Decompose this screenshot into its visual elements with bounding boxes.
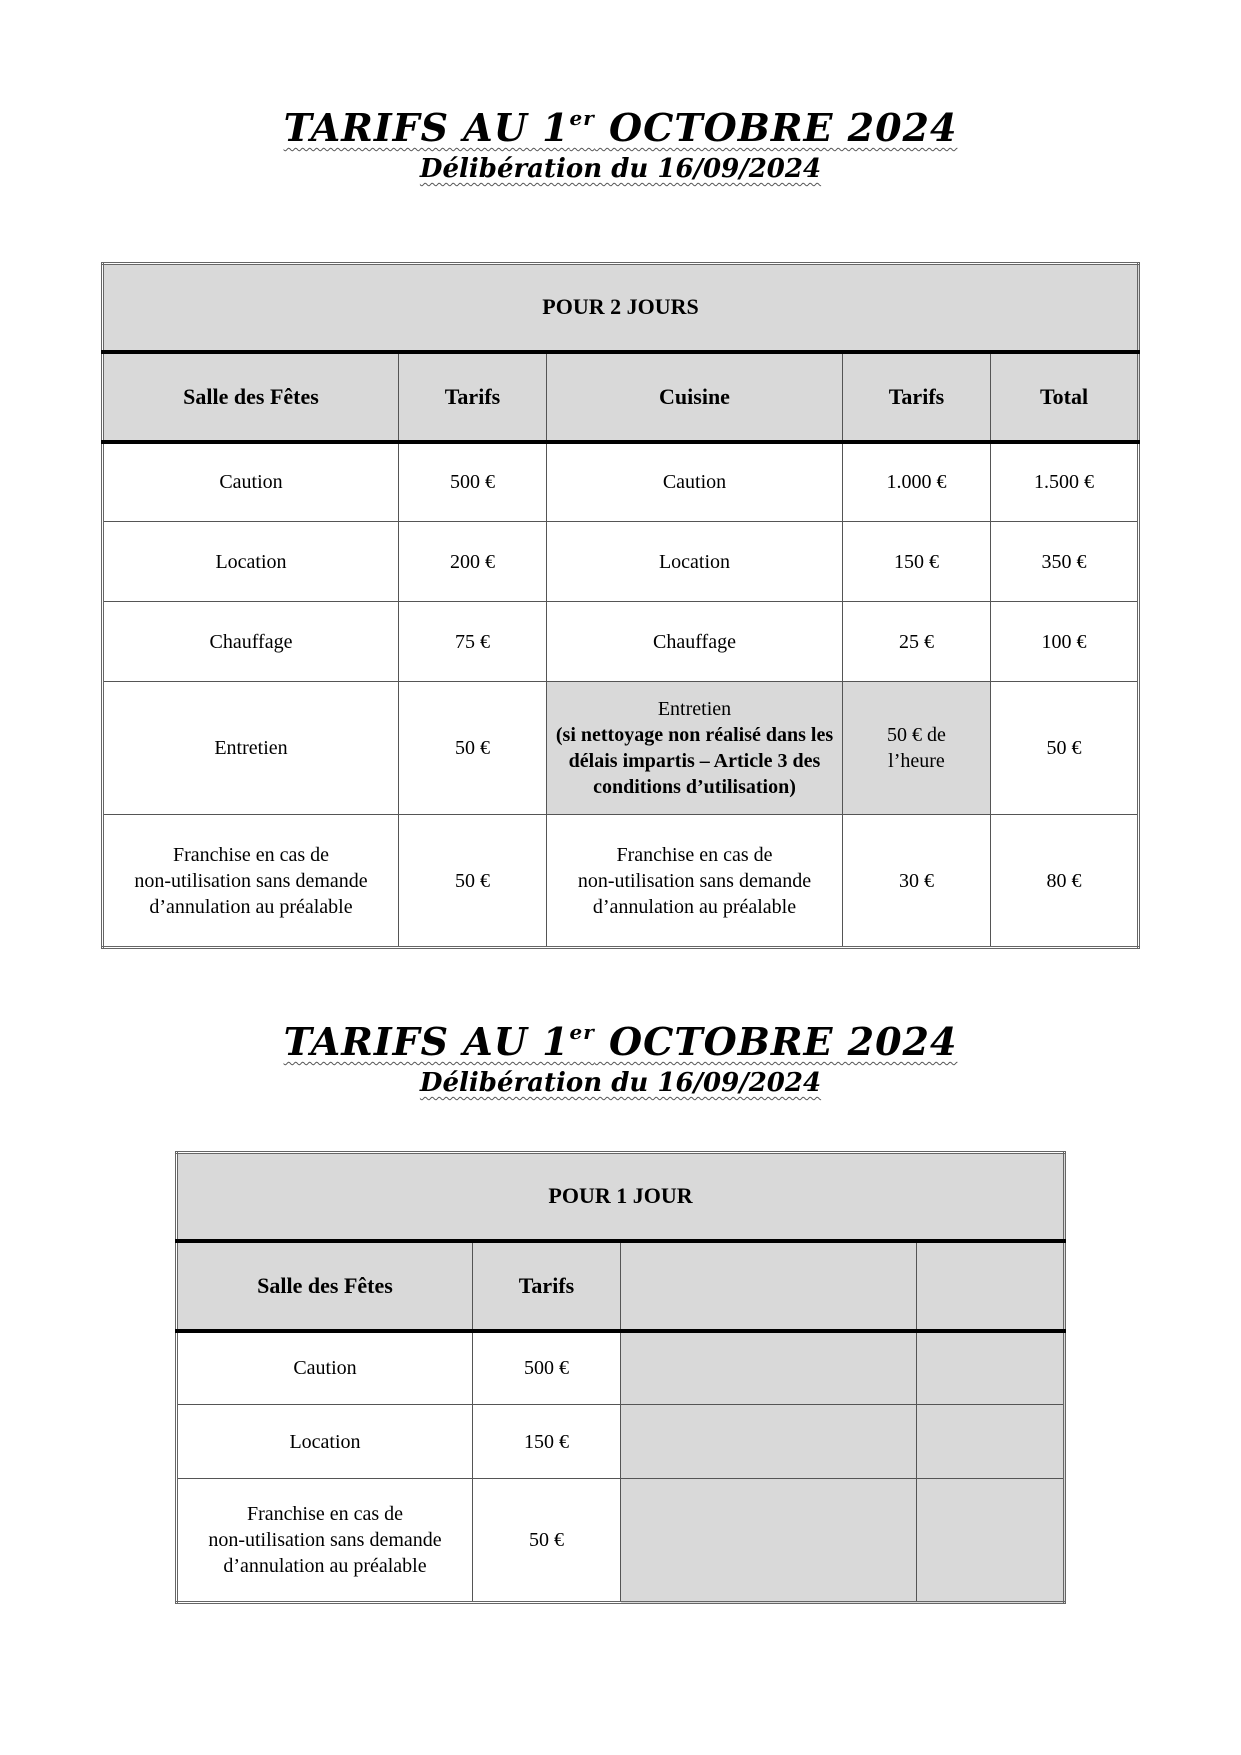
table-caption: POUR 1 JOUR bbox=[177, 1153, 1065, 1241]
table-cell: 50 € bbox=[991, 682, 1139, 815]
table-cell: 150 € bbox=[843, 522, 991, 602]
franchise-line1: Franchise en cas de bbox=[616, 843, 773, 866]
empty-cell bbox=[621, 1331, 917, 1405]
entretien-rate-line1: 50 € de bbox=[887, 724, 946, 746]
table-cell-franchise bbox=[177, 1479, 473, 1603]
column-header: Salle des Fêtes bbox=[103, 352, 399, 442]
column-header: Salle des Fêtes bbox=[177, 1241, 473, 1331]
table-cell: 30 € bbox=[843, 815, 991, 948]
section1-subtitle: Délibération du 16/09/2024 bbox=[419, 154, 822, 184]
table-cell: 75 € bbox=[399, 602, 547, 682]
column-header: Tarifs bbox=[843, 352, 991, 442]
section1-title-block bbox=[0, 106, 1241, 186]
table-row bbox=[103, 682, 1139, 815]
table-cell-franchise bbox=[103, 815, 399, 948]
table-cell: Location bbox=[177, 1405, 473, 1479]
section1-title: TARIFS AU 1er OCTOBRE 2024 bbox=[283, 105, 958, 150]
table-cell: Caution bbox=[547, 442, 843, 522]
table-row bbox=[103, 815, 1139, 948]
table-cell: Location bbox=[547, 522, 843, 602]
table-cell: 150 € bbox=[473, 1405, 621, 1479]
tariff-table-1-day bbox=[175, 1151, 1066, 1604]
table-caption-row bbox=[103, 264, 1139, 352]
table-row bbox=[103, 602, 1139, 682]
table-caption: POUR 2 JOURS bbox=[103, 264, 1139, 352]
table-row bbox=[177, 1331, 1065, 1405]
table-cell: Chauffage bbox=[547, 602, 843, 682]
table-cell: 50 € bbox=[399, 682, 547, 815]
franchise-line3: d’annulation au préalable bbox=[149, 895, 353, 918]
table-cell: 50 € bbox=[473, 1479, 621, 1603]
table-cell: 25 € bbox=[843, 602, 991, 682]
table-cell: 100 € bbox=[991, 602, 1139, 682]
entretien-label: Entretien bbox=[657, 698, 732, 720]
table-cell: Caution bbox=[177, 1331, 473, 1405]
table-cell: 1.000 € bbox=[843, 442, 991, 522]
table-cell: Chauffage bbox=[103, 602, 399, 682]
franchise-line1: Franchise en cas de bbox=[246, 1503, 404, 1525]
empty-header-cell bbox=[621, 1241, 917, 1331]
column-header: Tarifs bbox=[399, 352, 547, 442]
empty-cell bbox=[917, 1405, 1065, 1479]
franchise-line3: d’annulation au préalable bbox=[223, 1555, 427, 1577]
table-cell: 1.500 € bbox=[991, 442, 1139, 522]
entretien-rate-line2: l’heure bbox=[888, 750, 945, 772]
franchise-line1: Franchise en cas de bbox=[172, 843, 330, 866]
franchise-line3: d’annulation au préalable bbox=[592, 895, 797, 918]
empty-cell bbox=[917, 1331, 1065, 1405]
franchise-line2: non-utilisation sans demande bbox=[577, 869, 812, 892]
entretien-note: (si nettoyage non réalisé dans les délais impartis – Article 3 des conditions d’utilisation) bbox=[555, 724, 834, 798]
column-header: Cuisine bbox=[547, 352, 843, 442]
tariff-table-2-days bbox=[101, 262, 1140, 949]
column-header: Total bbox=[991, 352, 1139, 442]
table-cell: Entretien bbox=[103, 682, 399, 815]
table-cell: Caution bbox=[103, 442, 399, 522]
table-row bbox=[103, 522, 1139, 602]
franchise-line2: non-utilisation sans demande bbox=[208, 1529, 442, 1551]
table-cell: Location bbox=[103, 522, 399, 602]
table-caption-row bbox=[177, 1153, 1065, 1241]
empty-header-cell bbox=[917, 1241, 1065, 1331]
franchise-line2: non-utilisation sans demande bbox=[134, 869, 368, 892]
table-cell-entretien-rate bbox=[843, 682, 991, 815]
table-header-row bbox=[103, 352, 1139, 442]
table-cell-franchise bbox=[547, 815, 843, 948]
table-cell: 500 € bbox=[399, 442, 547, 522]
table-cell: 500 € bbox=[473, 1331, 621, 1405]
table-row bbox=[177, 1405, 1065, 1479]
table-cell-entretien-cuisine bbox=[547, 682, 843, 815]
table-cell: 200 € bbox=[399, 522, 547, 602]
table-cell: 80 € bbox=[991, 815, 1139, 948]
empty-cell bbox=[621, 1405, 917, 1479]
column-header: Tarifs bbox=[473, 1241, 621, 1331]
section2-title-block bbox=[0, 1020, 1241, 1100]
table-header-row bbox=[177, 1241, 1065, 1331]
table-cell: 350 € bbox=[991, 522, 1139, 602]
table-row bbox=[103, 442, 1139, 522]
empty-cell bbox=[621, 1479, 917, 1603]
empty-cell bbox=[917, 1479, 1065, 1603]
table-row bbox=[177, 1479, 1065, 1603]
section2-title: TARIFS AU 1er OCTOBRE 2024 bbox=[283, 1019, 958, 1064]
section2-subtitle: Délibération du 16/09/2024 bbox=[419, 1068, 822, 1098]
table-cell: 50 € bbox=[399, 815, 547, 948]
